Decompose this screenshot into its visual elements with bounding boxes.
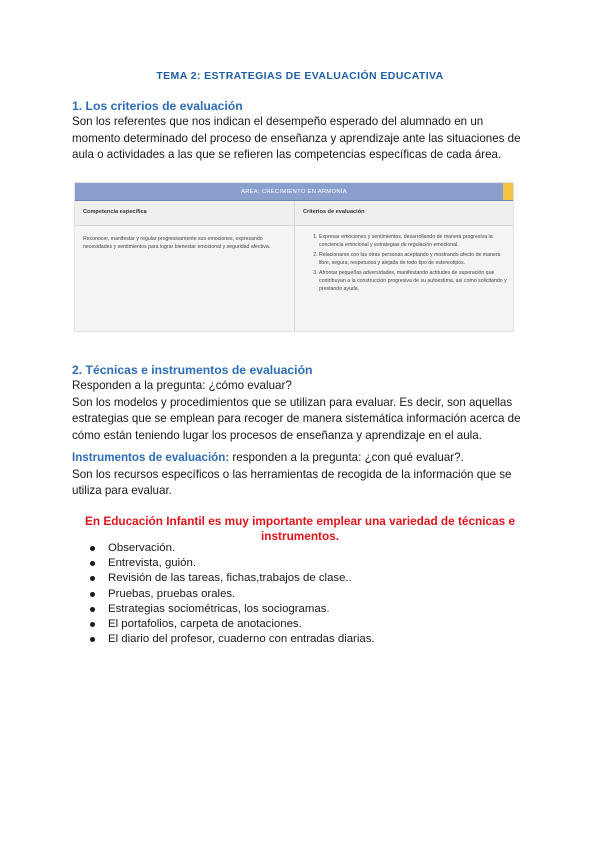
column-header-criterios: Criterios de evaluación: [303, 209, 365, 215]
table-cell-competencia: Reconocer, manifestar y regular progresivamente sus emociones, expresando necesidades y sentimientos para lograr bienestar emocional y seguridad afectiva.: [75, 226, 295, 332]
criteria-item: 2. Relacionarse con las otras personas aceptando y mostrando afecto de manera libre, segura, respetuosa y alejada de todo tipo de estereotipos.: [319, 251, 507, 267]
section-criteria-paragraph: Son los referentes que nos indican el desempeño esperado del alumnado en un momento determinado del proceso de enseñanza y aprendizaje ante las situaciones de aula o actividades a las que se refieren las competencias específicas de cada área.: [72, 115, 521, 161]
section-techniques-heading: 2. Técnicas e instrumentos de evaluación: [72, 363, 313, 377]
section-techniques-question: Responden a la pregunta: ¿cómo evaluar?: [72, 379, 292, 392]
table-area-title: ÁREA: CRECIMIENTO EN ARMONÍA: [75, 183, 513, 201]
criteria-item: 3. Afrontar pequeñas adversidades, manifestando actitudes de superación que contribuyan a la construcción progresiva de su autoestima, así como solicitando y prestando ayuda.: [319, 269, 507, 293]
section-instruments-heading: Instrumentos de evaluación:: [72, 451, 230, 464]
highlight-note: En Educación Infantil es muy importante emplear una variedad de técnicas e instrumentos.: [84, 514, 516, 543]
section-criteria-heading: 1. Los criterios de evaluación: [72, 99, 243, 113]
section-techniques-paragraph: Son los modelos y procedimientos que se utilizan para evaluar. Es decir, son aquellas estrategias que se emplean para recoger de manera sistemática información acerca de cómo están teniendo lugar los procesos de enseñanza y aprendizaje en el aula.: [72, 395, 521, 442]
table-cell-criterios: [295, 226, 513, 332]
section-criteria: [72, 99, 528, 164]
list-item: Entrevista, guión.: [86, 556, 375, 571]
section-techniques: [72, 363, 528, 444]
document-title: TEMA 2: ESTRATEGIAS DE EVALUACIÓN EDUCATIVA: [156, 70, 444, 82]
list-item: El diario del profesor, cuaderno con entradas diarias.: [86, 632, 375, 647]
table-body: [75, 226, 513, 332]
list-item: Estrategias sociométricas, los sociogramas.: [86, 602, 375, 617]
criteria-table-image: [74, 182, 514, 332]
section-instruments-paragraph: Son los recursos específicos o las herramientas de recogida de la información que se utiliza para evaluar.: [72, 467, 512, 497]
instruments-list: [86, 541, 375, 647]
list-item: Observación.: [86, 541, 375, 556]
table-column-headers: [75, 201, 513, 226]
list-item: Pruebas, pruebas orales.: [86, 587, 375, 602]
section-instruments: [72, 450, 528, 500]
criteria-list: [305, 233, 507, 293]
section-instruments-question: responden a la pregunta: ¿con qué evaluar?.: [229, 451, 464, 464]
list-item: El portafolios, carpeta de anotaciones.: [86, 617, 375, 632]
criteria-item: 1. Expresar emociones y sentimientos, desarrollando de manera progresiva la conciencia emocional y estrategias de regulación emocional.: [319, 233, 507, 249]
section-instruments-line: [72, 450, 528, 467]
list-item: Revisión de las tareas, fichas,trabajos de clase..: [86, 571, 375, 586]
column-header-competencia: Competencia específica: [75, 201, 295, 225]
